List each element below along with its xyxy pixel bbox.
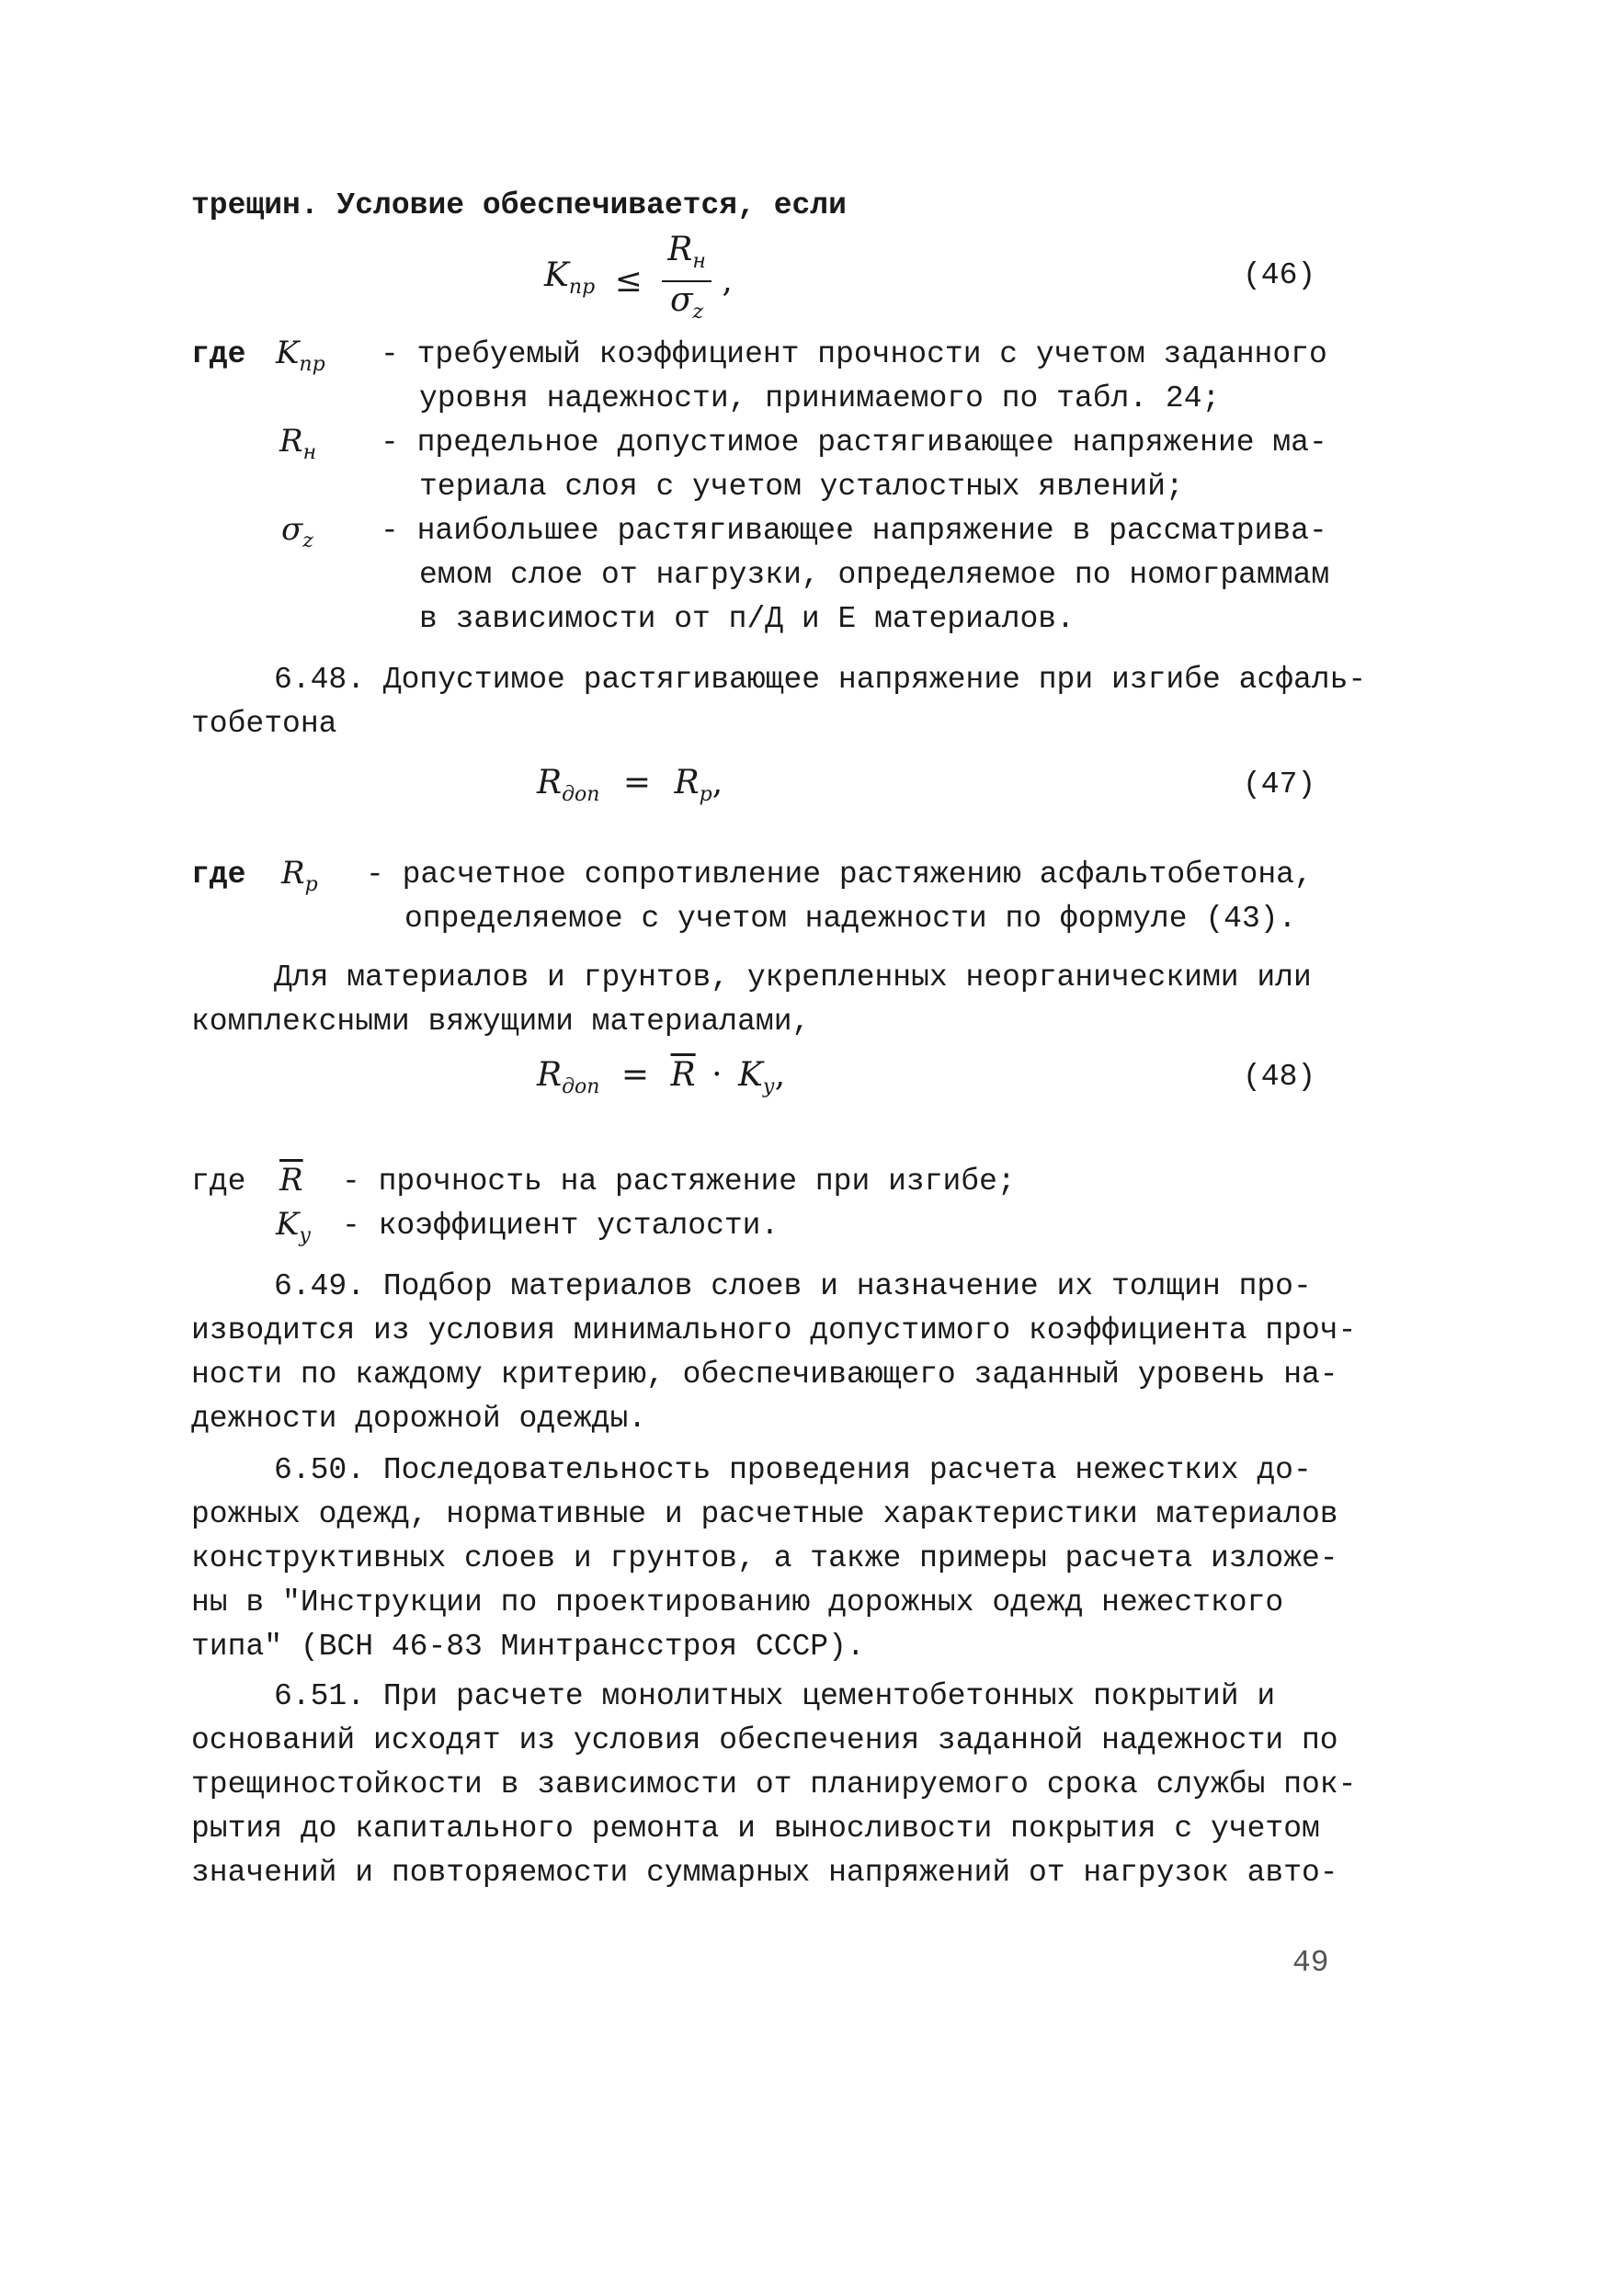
paragraph-6-49-line: ности по каждому критерию, обеспечивающего заданный уровень на- bbox=[191, 1358, 1338, 1392]
paragraph-6-51-line: значений и повторяемости суммарных напряжений от нагрузок авто- bbox=[191, 1856, 1338, 1890]
definition-line: - коэффициент усталости. bbox=[342, 1209, 780, 1243]
definition-line: - требуемый коэффициент прочности с учетом заданного bbox=[381, 337, 1327, 371]
paragraph-6-49-line: дежности дорожной одежды. bbox=[191, 1402, 647, 1436]
equation-number-47: (47) bbox=[1243, 767, 1316, 801]
definition-line: емом слое от нагрузки, определяемое по номограммам bbox=[419, 558, 1330, 592]
equation-number-46: (46) bbox=[1243, 258, 1316, 292]
where-word: где bbox=[191, 858, 246, 892]
paragraph-materials-line: Для материалов и грунтов, укрепленных неорганическими или bbox=[274, 960, 1312, 995]
symbol-r-p: $R_p$ bbox=[281, 855, 318, 896]
definition-line: териала слоя с учетом усталостных явлений; bbox=[419, 470, 1184, 504]
paragraph-6-48-line: тобетона bbox=[191, 707, 337, 741]
symbol-r-bar: $\overline{R}$ bbox=[279, 1162, 303, 1199]
definition-line: уровня надежности, принимаемого по табл. 24; bbox=[419, 381, 1221, 415]
symbol-sigma-z: $\sigma_z$ bbox=[281, 511, 313, 552]
definition-line: - наибольшее растягивающее напряжение в рассматрива- bbox=[381, 514, 1327, 548]
formula-46: $K_{пр}$ ≤ $\frac{R_н}{\sigma_z}$ , bbox=[544, 231, 733, 324]
definition-line: определяемое с учетом надежности по формуле (43). bbox=[404, 902, 1297, 936]
paragraph-6-51-line: оснований исходят из условия обеспечения заданной надежности по bbox=[191, 1723, 1338, 1757]
paragraph-6-51-line: рытия до капитального ремонта и выносливости покрытия с учетом bbox=[191, 1812, 1320, 1846]
symbol-k-u: $K_у$ bbox=[276, 1206, 312, 1247]
paragraph-6-50-line: ны в "Инструкции по проектированию дорожных одежд нежесткого bbox=[191, 1586, 1284, 1620]
equation-number-48: (48) bbox=[1243, 1060, 1316, 1094]
paragraph-6-50-line: конструктивных слоев и грунтов, а также примеры расчета изложе- bbox=[191, 1541, 1338, 1575]
paragraph-6-50-line: 6.50. Последовательность проведения расчета нежестких до- bbox=[274, 1453, 1312, 1487]
definition-line: - расчетное сопротивление растяжению асфальтобетона, bbox=[366, 858, 1313, 892]
intro-text: трещин. Условие обеспечивается, если bbox=[191, 188, 847, 222]
where-word: где bbox=[191, 1165, 246, 1199]
where-word: где bbox=[191, 337, 246, 371]
paragraph-6-50-line: рожных одежд, нормативные и расчетные характеристики материалов bbox=[191, 1497, 1338, 1531]
paragraph-6-49-line: изводится из условия минимального допустимого коэффициента проч- bbox=[191, 1313, 1357, 1347]
symbol-r-n: $R_н$ bbox=[279, 423, 317, 464]
formula-48: $R_{доп} = \overline{R} \cdot K_у$, bbox=[537, 1056, 786, 1099]
definition-line: - предельное допустимое растягивающее напряжение ма- bbox=[381, 426, 1327, 460]
paragraph-6-50-line: типа" (ВСН 46-83 Минтрансстроя СССР). bbox=[191, 1630, 865, 1664]
paragraph-6-51-line: 6.51. При расчете монолитных цементобетонных покрытий и bbox=[274, 1679, 1276, 1713]
paragraph-6-48-line: 6.48. Допустимое растягивающее напряжение при изгибе асфаль- bbox=[274, 663, 1367, 697]
definition-line: в зависимости от п/Д и E материалов. bbox=[419, 602, 1075, 636]
formula-47: $R_{доп} = R_p$, bbox=[537, 764, 723, 807]
definition-line: - прочность на растяжение при изгибе; bbox=[342, 1165, 1016, 1199]
paragraph-materials-line: комплексными вяжущими материалами, bbox=[191, 1005, 811, 1039]
paragraph-6-49-line: 6.49. Подбор материалов слоев и назначение их толщин про- bbox=[274, 1269, 1312, 1303]
page-number: 49 bbox=[1292, 1946, 1329, 1980]
symbol-k-pr: $K_{пр}$ bbox=[276, 335, 325, 376]
paragraph-6-51-line: трещиностойкости в зависимости от планируемого срока службы пок- bbox=[191, 1767, 1357, 1802]
